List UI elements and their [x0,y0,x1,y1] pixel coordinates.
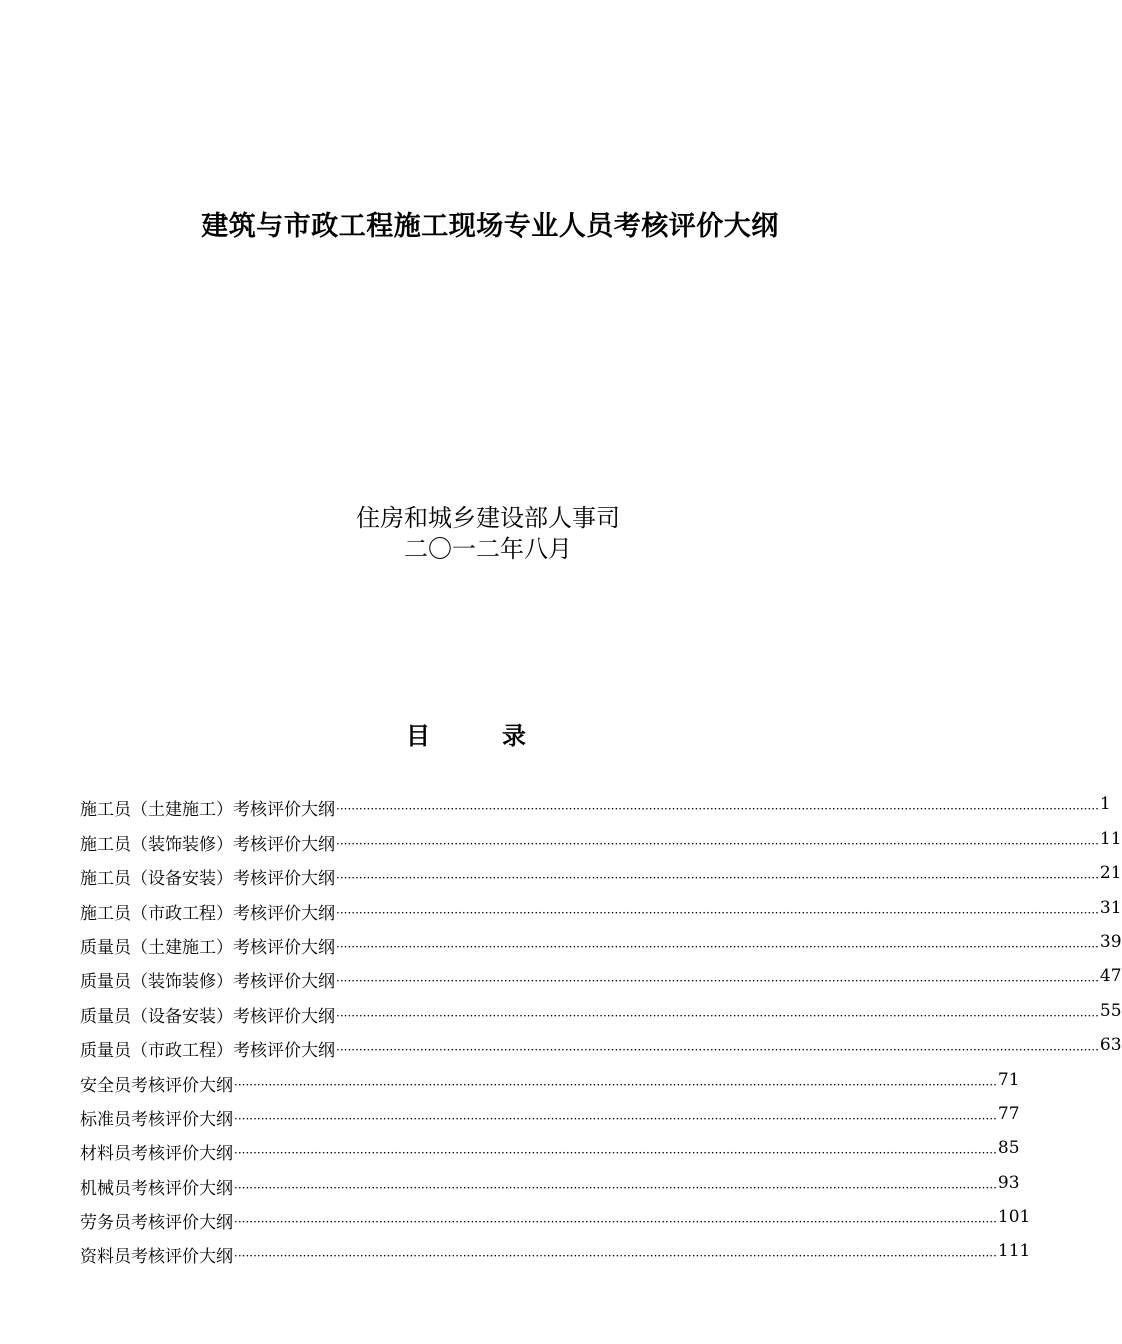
toc-dot-leader: ········································································································································································································ [336,1008,1099,1023]
toc-dot-leader: ········································································································································································································ [234,1180,997,1195]
table-of-contents [80,786,1122,1268]
toc-dot-leader: ········································································································································································································ [336,802,1099,817]
toc-dot-leader: ········································································································································································································ [336,836,1099,851]
toc-dot-leader: ········································································································································································································ [336,974,1099,989]
toc-dot-leader: ········································································································································································································ [234,1146,997,1161]
toc-entry-label: 安全员考核评价大纲 [80,1075,233,1096]
toc-entry-label: 机械员考核评价大纲 [80,1178,233,1199]
toc-entry-label: 施工员（土建施工）考核评价大纲 [80,800,335,821]
toc-entry-page-number: 71 [997,1069,1020,1090]
toc-dot-leader: ········································································································································································································ [234,1249,997,1264]
toc-entry[interactable] [80,855,1122,890]
toc-entry-label: 质量员（土建施工）考核评价大纲 [80,937,335,958]
toc-dot-leader: ········································································································································································································ [336,939,1099,954]
toc-entry-label: 资料员考核评价大纲 [80,1247,233,1268]
toc-entry[interactable] [80,1130,1020,1165]
toc-entry-label: 施工员（设备安装）考核评价大纲 [80,869,335,890]
issuer-name: 住房和城乡建设部人事司 [356,504,620,532]
issuer-block [0,503,976,565]
toc-dot-leader: ········································································································································································································ [336,1043,1099,1058]
toc-entry-label: 施工员（装饰装修）考核评价大纲 [80,834,335,855]
toc-dot-leader: ········································································································································································································ [234,1077,997,1092]
toc-entry[interactable] [80,1027,1122,1062]
toc-entry-page-number: 39 [1099,931,1122,952]
toc-entry-page-number: 111 [997,1241,1031,1262]
toc-entry-page-number: 47 [1099,966,1122,987]
toc-entry-label: 材料员考核评价大纲 [80,1144,233,1165]
toc-entry-label: 质量员（设备安装）考核评价大纲 [80,1006,335,1027]
toc-entry-label: 施工员（市政工程）考核评价大纲 [80,903,335,924]
toc-entry[interactable] [80,1199,1031,1234]
toc-entry-page-number: 55 [1099,1000,1122,1021]
toc-heading: 目录 [406,721,598,750]
toc-entry[interactable] [80,1061,1020,1096]
toc-entry-label: 标准员考核评价大纲 [80,1109,233,1130]
toc-entry-label: 质量员（装饰装修）考核评价大纲 [80,972,335,993]
toc-entry[interactable] [80,1096,1020,1130]
document-title: 建筑与市政工程施工现场专业人员考核评价大纲 [201,211,779,242]
toc-entry[interactable] [80,1164,1020,1199]
toc-dot-leader: ········································································································································································································ [336,871,1099,886]
toc-entry-page-number: 1 [1099,794,1111,815]
toc-entry[interactable] [80,958,1122,993]
toc-entry-label: 质量员（市政工程）考核评价大纲 [80,1041,335,1062]
toc-entry[interactable] [80,786,1111,821]
toc-dot-leader: ········································································································································································································ [234,1111,997,1126]
toc-entry-label: 劳务员考核评价大纲 [80,1213,233,1234]
toc-entry-page-number: 31 [1099,897,1122,918]
toc-entry-page-number: 11 [1099,828,1122,849]
toc-entry[interactable] [80,889,1122,924]
toc-entry-page-number: 21 [1099,863,1122,884]
toc-entry-page-number: 63 [1099,1035,1122,1056]
toc-dot-leader: ········································································································································································································ [336,905,1099,920]
toc-entry[interactable] [80,992,1122,1027]
toc-entry-page-number: 77 [997,1103,1020,1124]
toc-dot-leader: ········································································································································································································ [234,1215,997,1230]
toc-entry-page-number: 101 [997,1207,1031,1228]
toc-entry-page-number: 93 [997,1172,1020,1193]
toc-entry[interactable] [80,924,1122,958]
toc-entry-page-number: 85 [997,1138,1020,1159]
toc-entry[interactable] [80,820,1122,855]
issue-date: 二〇一二年八月 [404,535,572,563]
toc-entry[interactable] [80,1233,1031,1268]
